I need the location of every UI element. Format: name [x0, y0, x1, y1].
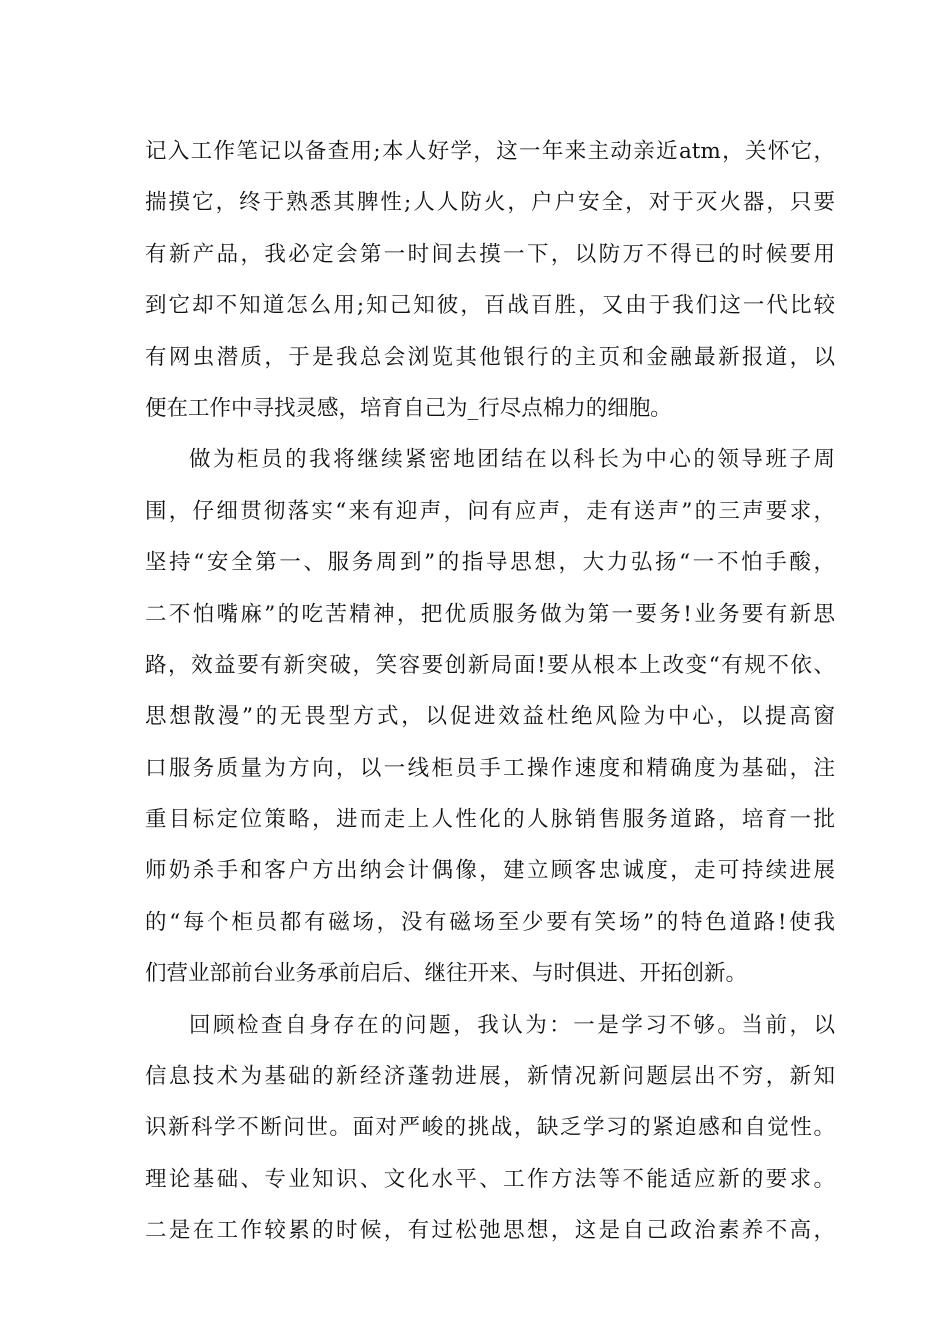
- text-line: 做为柜员的我将继续紧密地团结在以科长为中心的领导班子周: [189, 447, 835, 473]
- text-line: 口服务质量为方向，以一线柜员手工操作速度和精确度为基础，注: [145, 755, 835, 781]
- text-line: 们营业部前台业务承前启后、继往开来、与时俱进、开拓创新。: [145, 961, 748, 987]
- text-line: 便在工作中寻找灵感，培育自己为_行尽点棉力的细胞。: [145, 395, 672, 421]
- text-line: 回顾检查自身存在的问题，我认为：一是学习不够。当前，以: [189, 1012, 835, 1038]
- text-line: 路，效益要有新突破，笑容要创新局面!要从根本上改变“有规不依、: [145, 652, 835, 678]
- text-line: 有网虫潜质，于是我总会浏览其他银行的主页和金融最新报道，以: [145, 344, 835, 370]
- paragraph: [145, 1004, 835, 1261]
- text-line: 师奶杀手和客户方出纳会计偶像，建立顾客忠诚度，走可持续进展: [145, 858, 835, 884]
- text-line: 二是在工作较累的时候，有过松弛思想，这是自己政治素养不高，: [145, 1218, 835, 1244]
- text-line: 识新科学不断问世。面对严峻的挑战，缺乏学习的紧迫感和自觉性。: [145, 1115, 835, 1141]
- text-line: 到它却不知道怎么用;知己知彼，百战百胜，又由于我们这一代比较: [145, 293, 835, 319]
- text-line: 理论基础、专业知识、文化水平、工作方法等不能适应新的要求。: [145, 1166, 835, 1192]
- paragraph: [145, 130, 835, 438]
- text-line: 围，仔细贯彻落实“来有迎声，问有应声，走有送声”的三声要求，: [145, 498, 835, 524]
- text-line: 二不怕嘴麻”的吃苦精神，把优质服务做为第一要务!业务要有新思: [145, 601, 835, 627]
- text-line: 的“每个柜员都有磁场，没有磁场至少要有笑场”的特色道路!使我: [145, 909, 835, 935]
- text-line: 坚持“安全第一、服务周到”的指导思想，大力弘扬“一不怕手酸，: [145, 550, 835, 576]
- text-line: 记入工作笔记以备查用;本人好学，这一年来主动亲近atm，关怀它，: [145, 139, 835, 164]
- text-line: 揣摸它，终于熟悉其脾性;人人防火，户户安全，对于灭火器，只要: [145, 190, 835, 216]
- paragraph: [145, 438, 835, 1003]
- text-line: 信息技术为基础的新经济蓬勃进展，新情况新问题层出不穷，新知: [145, 1064, 835, 1090]
- text-line: 重目标定位策略，进而走上人性化的人脉销售服务道路，培育一批: [145, 807, 835, 833]
- text-line: 思想散漫”的无畏型方式，以促进效益杜绝风险为中心，以提高窗: [145, 704, 835, 730]
- text-line: 有新产品，我必定会第一时间去摸一下，以防万不得已的时候要用: [145, 241, 835, 267]
- document-body: [145, 130, 835, 1261]
